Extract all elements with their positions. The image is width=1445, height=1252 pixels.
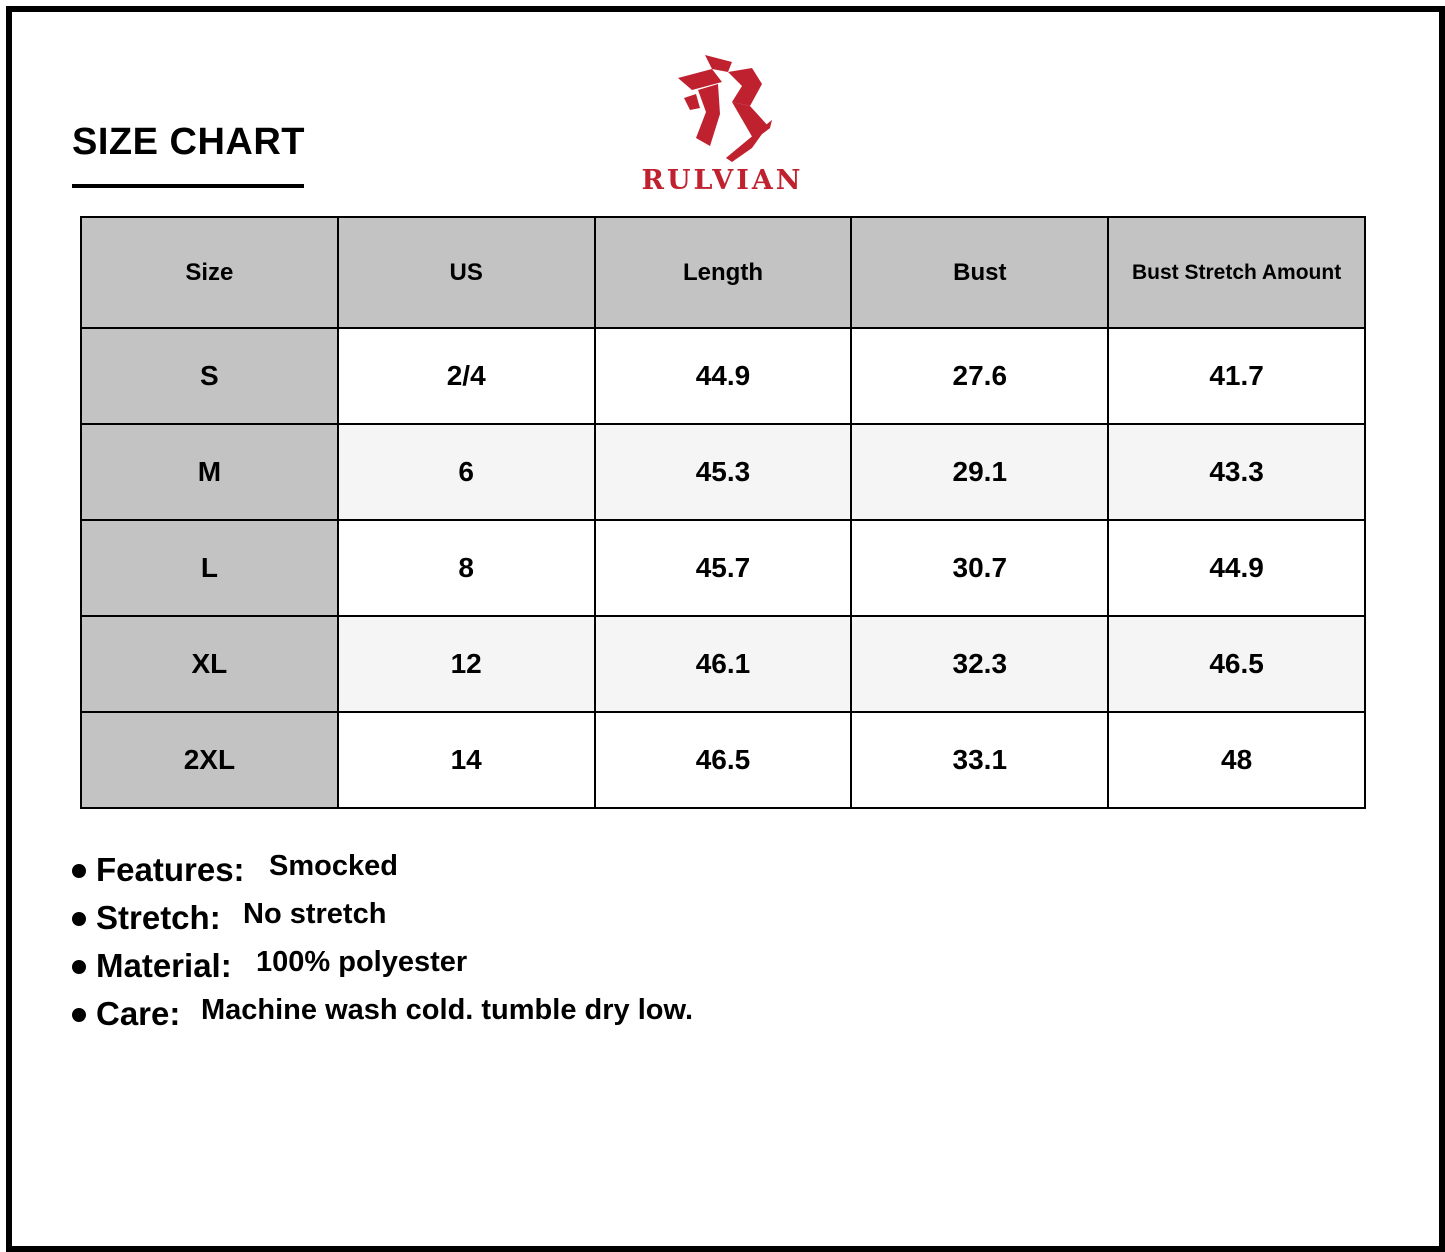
table-cell: 46.1 [595, 616, 852, 712]
table-cell: 45.7 [595, 520, 852, 616]
column-header: Bust [851, 217, 1108, 328]
feature-label: Care: [96, 995, 181, 1032]
bullet-icon [72, 912, 86, 926]
table-cell: 29.1 [851, 424, 1108, 520]
feature-label: Material: [96, 947, 232, 984]
column-header: Bust Stretch Amount [1108, 217, 1365, 328]
column-header: US [338, 217, 595, 328]
bullet-icon [72, 864, 86, 878]
title-underline [72, 184, 304, 188]
table-cell: 41.7 [1108, 328, 1365, 424]
column-header: Length [595, 217, 852, 328]
table-cell: 27.6 [851, 328, 1108, 424]
feature-value: No stretch [243, 898, 387, 930]
table-cell: 12 [338, 616, 595, 712]
table-cell: 8 [338, 520, 595, 616]
size-cell: L [81, 520, 338, 616]
bullet-icon [72, 1008, 86, 1022]
brand-logo [620, 50, 825, 200]
size-cell: XL [81, 616, 338, 712]
size-cell: 2XL [81, 712, 338, 808]
table-row [81, 520, 1365, 616]
table-cell: 46.5 [595, 712, 852, 808]
column-header: Size [81, 217, 338, 328]
feature-label: Stretch: [96, 899, 221, 936]
table-cell: 30.7 [851, 520, 1108, 616]
table-cell: 6 [338, 424, 595, 520]
table-cell: 48 [1108, 712, 1365, 808]
size-cell: M [81, 424, 338, 520]
brand-monogram-icon [620, 50, 825, 165]
table-cell: 2/4 [338, 328, 595, 424]
table-cell: 32.3 [851, 616, 1108, 712]
table-row [81, 328, 1365, 424]
size-cell: S [81, 328, 338, 424]
bullet-icon [72, 960, 86, 974]
feature-value: Machine wash cold. tumble dry low. [201, 994, 694, 1026]
brand-wordmark: RULVIAN [641, 165, 804, 196]
table-cell: 33.1 [851, 712, 1108, 808]
feature-value: 100% polyester [256, 946, 468, 978]
page-title: SIZE CHART [72, 121, 305, 163]
table-cell: 44.9 [1108, 520, 1365, 616]
feature-label: Features: [96, 851, 245, 888]
table-cell: 45.3 [595, 424, 852, 520]
feature-value: Smocked [269, 850, 398, 882]
size-table [80, 216, 1366, 809]
table-row [81, 712, 1365, 808]
table-row [81, 616, 1365, 712]
table-cell: 43.3 [1108, 424, 1365, 520]
table-header-row [81, 217, 1365, 328]
table-cell: 14 [338, 712, 595, 808]
table-cell: 46.5 [1108, 616, 1365, 712]
table-cell: 44.9 [595, 328, 852, 424]
table-row [81, 424, 1365, 520]
